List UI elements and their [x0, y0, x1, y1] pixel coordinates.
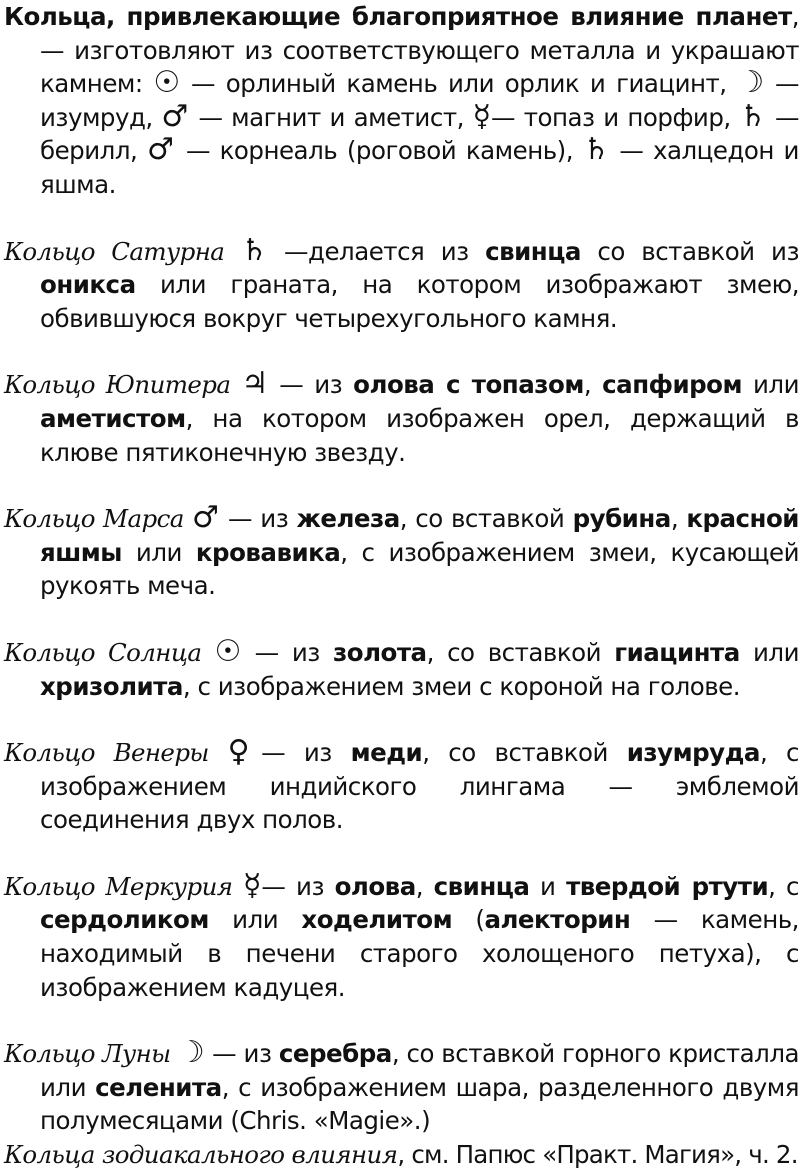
entry-text: ( [452, 905, 485, 935]
moon-symbol-icon: ☽ [177, 1035, 205, 1071]
document-page [4, 0, 799, 1172]
entry-text: , с [768, 871, 799, 901]
entry-material: олова [334, 871, 416, 901]
intro-text-6: — берилл, [40, 102, 799, 166]
entry-stone: сапфиром [602, 370, 743, 400]
entry-text: или граната, на котором изображают змею, обвившуюся вокруг четырехугольного камня. [40, 270, 799, 333]
mars-symbol-icon: ♂ [146, 132, 177, 168]
jupiter-symbol-icon: ♃ [241, 366, 269, 402]
mars-ring-heading: Кольцо Марса [4, 504, 184, 534]
entry-text: — из [204, 1039, 279, 1069]
entry-text: , со вставкой [422, 738, 627, 768]
sun-symbol-icon: ☉ [214, 633, 242, 669]
mercury-ring-entry [4, 867, 799, 1004]
entry-material: золота [333, 637, 427, 667]
venus-symbol-icon: ♀ [227, 734, 262, 770]
entry-text: —делается из [267, 236, 486, 266]
entry-text: — из [261, 871, 335, 901]
intro-text-4: — магнит и аметист, [189, 102, 473, 132]
entry-text: , со вставкой горного кристалла или [40, 1039, 800, 1102]
intro-text-1: , — изготовляют из соответствующего металла и украшают камнем: [40, 2, 799, 99]
paragraph-gap [4, 703, 799, 736]
entry-stone: красной яшмы [40, 504, 799, 567]
entry-material: железа [296, 504, 400, 534]
saturn-symbol-icon: ♄ [739, 98, 767, 134]
mars-ring-entry [4, 502, 799, 603]
venus-ring-entry [4, 736, 799, 837]
entry-text: , со вставкой [399, 504, 573, 534]
entry-text: , на котором изображен орел, держащий в клюве пятиконечную звезду. [40, 403, 799, 467]
intro-text-7: — корнеаль (роговой камень), [176, 136, 583, 166]
entry-stone: ходелитом [301, 905, 453, 935]
entry-stone: рубина [572, 504, 671, 534]
intro-text-8: — халцедон и яшма. [40, 136, 799, 199]
entry-text: , с изображением змеи с короной на голове. [182, 671, 741, 701]
paragraph-gap [4, 202, 799, 235]
paragraph-gap [4, 1004, 799, 1037]
entry-text: или [208, 905, 302, 935]
jupiter-ring-entry [4, 368, 799, 469]
entry-text: или [739, 637, 800, 667]
moon-ring-entry [4, 1037, 799, 1138]
sun-ring-heading: Кольцо Солнца [4, 637, 202, 667]
saturn-ring-heading: Кольцо Сатурна [4, 236, 225, 266]
saturn-ring-entry [4, 232, 799, 336]
intro-title: Кольца, привлекающие благоприятное влияние планет [4, 2, 792, 31]
entry-text: — из [268, 370, 354, 400]
intro-text-2: — орлиный камень или орлик и гиацинт, [180, 69, 738, 99]
entry-text: , со вставкой [426, 637, 615, 667]
paragraph-gap [4, 837, 799, 870]
entry-stone: алекторин [484, 905, 631, 935]
entry-stone: кровавика [195, 537, 341, 567]
sun-symbol-icon: ☉ [153, 65, 181, 101]
entry-stone: гиацинта [614, 637, 740, 667]
entry-stone: аметистом [40, 403, 186, 433]
paragraph-gap [4, 469, 799, 502]
mercury-symbol-icon: ☿ [472, 98, 492, 134]
saturn-symbol-icon: ♄ [240, 232, 268, 268]
entry-text: — камень, находимый в печени старого холощеного петуха), с изображением кадуцея. [40, 905, 799, 1002]
intro-text-5: — топаз и порфир, [491, 102, 740, 132]
intro-text-3: — изумруд, [40, 69, 799, 132]
entry-text: , с изображением шара, разделенного двумя полумесяцами (Chris. «Magie».) [40, 1072, 800, 1136]
entry-text: или [121, 537, 196, 567]
entry-stone: селенита [95, 1072, 222, 1102]
entry-material: серебра [278, 1039, 392, 1069]
moon-symbol-icon: ☽ [737, 65, 765, 101]
entry-stone: изумруда [626, 738, 760, 768]
entry-text: и [529, 871, 567, 901]
zodiac-ring-heading: Кольца зодиакального влияния [4, 1140, 398, 1170]
entry-text: , [670, 504, 687, 534]
entry-text: , [583, 370, 603, 400]
entry-material: твердой ртути [566, 871, 769, 901]
sun-ring-entry [4, 633, 800, 703]
intro-paragraph [4, 0, 799, 202]
mars-symbol-icon: ♂ [161, 98, 190, 134]
saturn-symbol-icon: ♄ [582, 132, 610, 168]
mercury-symbol-icon: ☿ [243, 867, 262, 903]
entry-text: со вставкой из [580, 236, 799, 266]
jupiter-ring-heading: Кольцо Юпитера [4, 370, 231, 400]
entry-text: , см. Папюс «Практ. Магия», ч. 2. [397, 1140, 798, 1170]
moon-ring-heading: Кольцо Луны [4, 1039, 171, 1069]
mars-symbol-icon: ♂ [191, 500, 220, 536]
venus-ring-heading: Кольцо Венеры [4, 738, 209, 768]
paragraph-gap [4, 335, 799, 368]
entry-text: — из [261, 738, 351, 768]
entry-stone: оникса [40, 270, 136, 300]
mercury-ring-heading: Кольцо Меркурия [4, 871, 233, 901]
entry-material: меди [350, 738, 423, 768]
entry-material: олова с топазом [353, 370, 584, 400]
entry-text: , с изображением индийского лингама — эмблемой соединения двух полов. [40, 738, 799, 835]
entry-stone: сердоликом [40, 905, 209, 935]
entry-text: — из [241, 637, 334, 667]
entry-text: , с изображением змеи, кусающей рукоять меча. [40, 537, 799, 601]
paragraph-gap [4, 603, 799, 636]
entry-text: , [415, 871, 434, 901]
entry-stone: хризолита [40, 671, 183, 701]
zodiac-ring-entry [4, 1138, 799, 1172]
entry-material: свинца [485, 236, 581, 266]
entry-text: — из [219, 504, 297, 534]
entry-material: свинца [433, 871, 530, 901]
entry-text: или [742, 370, 799, 400]
